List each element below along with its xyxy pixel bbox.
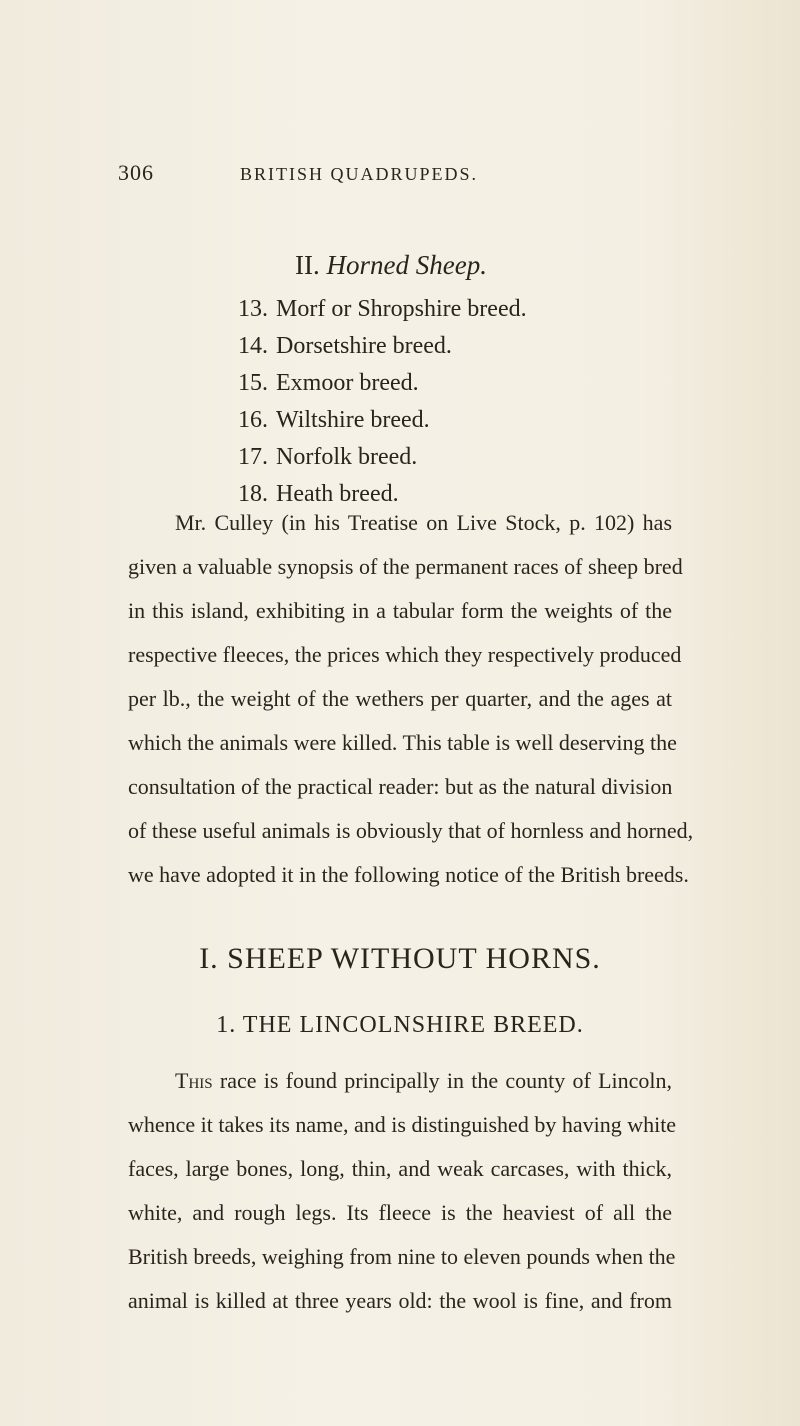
list-item-label: Morf or Shropshire breed.	[276, 296, 527, 322]
paragraph-line: respective fleeces, the prices which they respectively produced	[128, 642, 682, 667]
list-item	[238, 444, 417, 476]
list-item-label: Norfolk breed.	[276, 444, 418, 470]
paragraph-line: British breeds, weighing from nine to eleven pounds when the	[128, 1244, 676, 1269]
paragraph-line	[175, 1066, 672, 1096]
list-item-number: 15.	[238, 370, 268, 396]
list-item-label: Heath breed.	[276, 481, 399, 507]
first-line-text: race is found principally in the county of Lincoln,	[212, 1068, 672, 1093]
list-item-label: Dorsetshire breed.	[276, 333, 452, 359]
list-item	[238, 370, 419, 402]
paragraph-line: in this island, exhibiting in a tabular form the weights of the	[128, 598, 672, 623]
paragraph-line: whence it takes its name, and is distinguished by having white	[128, 1112, 677, 1137]
paragraph-line: which the animals were killed. This table is well deserving the	[128, 730, 677, 755]
horned-sheep-title: Horned Sheep.	[326, 250, 487, 280]
list-item-number: 13.	[238, 296, 268, 322]
paragraph-line: Mr. Culley (in his Treatise on Live Stock, p. 102) has	[175, 510, 672, 535]
running-head	[0, 148, 800, 188]
paragraph-line: we have adopted it in the following notice of the British breeds.	[128, 862, 689, 887]
list-item-number: 18.	[238, 481, 268, 507]
list-item-number: 14.	[238, 333, 268, 359]
list-item-label: Wiltshire breed.	[276, 407, 430, 433]
drop-word: This	[175, 1068, 213, 1093]
horned-sheep-heading	[295, 250, 487, 281]
list-item	[238, 407, 430, 439]
sub-section-heading: 1. THE LINCOLNSHIRE BREED.	[216, 1012, 584, 1038]
list-item-label: Exmoor breed.	[276, 370, 419, 396]
list-item	[238, 296, 527, 328]
paragraph-line: faces, large bones, long, thin, and weak carcases, with thick,	[128, 1156, 672, 1181]
list-item-number: 16.	[238, 407, 268, 433]
list-item	[238, 333, 452, 365]
page-number: 306	[118, 160, 154, 185]
paragraph-line: animal is killed at three years old: the wool is fine, and from	[128, 1288, 672, 1313]
section-heading: I. SHEEP WITHOUT HORNS.	[199, 942, 601, 975]
list-item-number: 17.	[238, 444, 268, 470]
running-head-title: BRITISH QUADRUPEDS.	[240, 164, 479, 184]
paragraph-line: given a valuable synopsis of the permanent races of sheep bred	[128, 554, 683, 579]
paragraph-line: white, and rough legs. Its fleece is the heaviest of all the	[128, 1200, 672, 1225]
paragraph-line: of these useful animals is obviously that of hornless and horned,	[128, 818, 694, 843]
paragraph-line: per lb., the weight of the wethers per quarter, and the ages at	[128, 686, 672, 711]
horned-sheep-numeral: II.	[295, 250, 320, 280]
paragraph-line: consultation of the practical reader: but as the natural division	[128, 774, 673, 799]
